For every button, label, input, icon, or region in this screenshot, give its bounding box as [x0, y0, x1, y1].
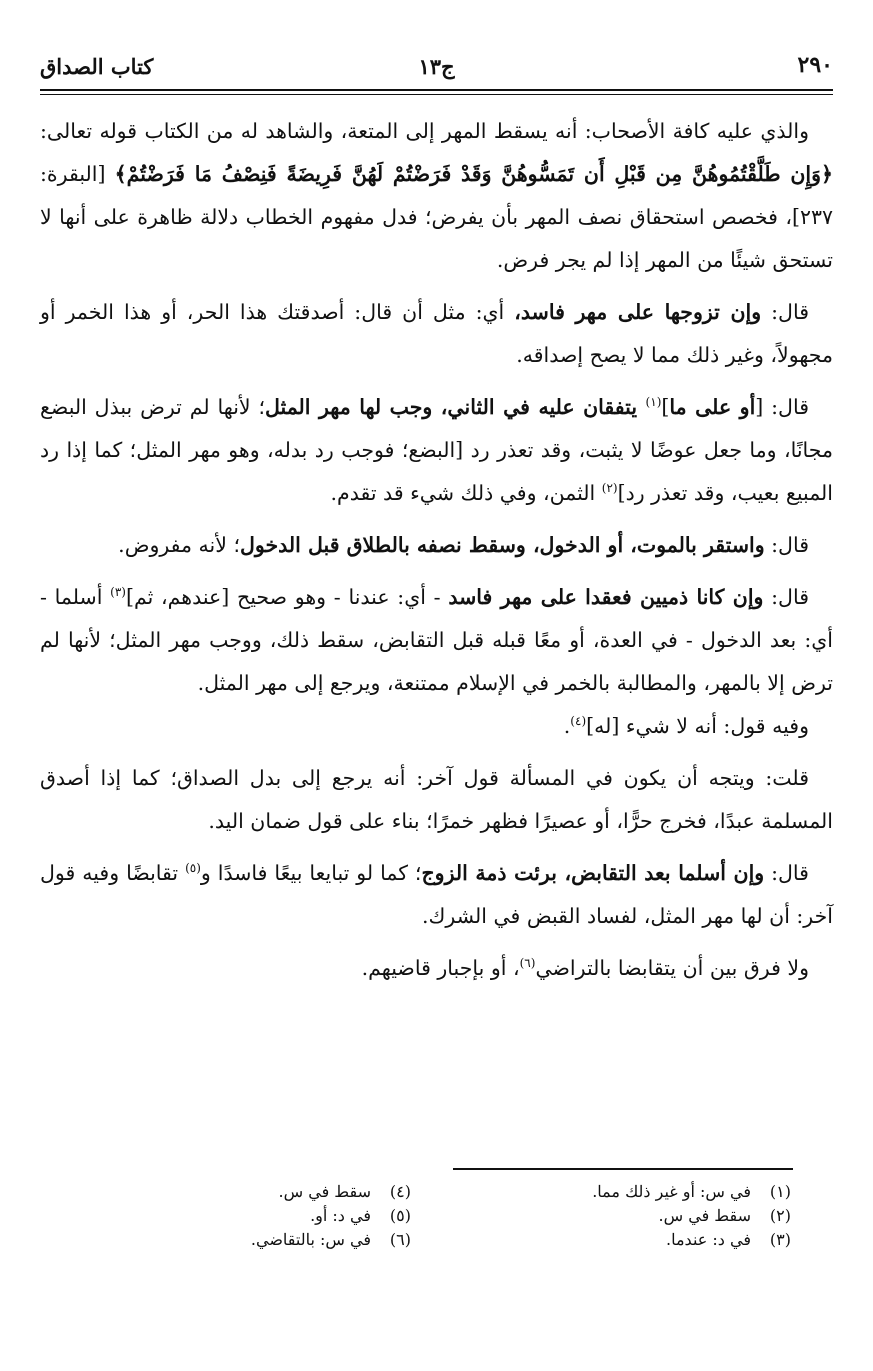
footnote-item: [471, 1180, 791, 1204]
text: أسلما - أي: بعد الدخول - في العدة، أو معًا قبله قبل التقابض، سقط ذلك، ووجب مهر المثل؛ لأنها لم ترض إلا بالمهر، والمطالبة بالخمر في الإسلام ممتنعة، ويرجع إلى مهر المثل.: [40, 585, 834, 695]
footnote-item: [471, 1204, 791, 1228]
text: ؛ لأنها لم ترض ببذل البضع مجانًا، وما جعل عوضًا لا يثبت، وقد تعذر رد [البضع؛ فوجب رد بدله، وهو مهر المثل؛ كما إذا رد المبيع بعيب، وقد تعذر رد]: [40, 395, 833, 505]
matn-text: وإن أسلما بعد التقابض، برئت ذمة الزوج: [421, 861, 765, 885]
footnote-number: (٢): [769, 1206, 791, 1225]
text: ولا فرق بين أن يتقابضا بالتراضي: [535, 956, 809, 980]
footnote-ref[interactable]: (٦): [519, 956, 536, 971]
matn-text: وإن تزوجها على مهر فاسد،: [514, 300, 762, 324]
footnote-number: (٤): [389, 1182, 411, 1201]
book-title: كتاب الصداق: [40, 54, 154, 79]
paragraph-6: [40, 705, 833, 748]
paragraph-4: [40, 524, 833, 567]
matn-text: وإن كانا ذميين فعقدا على مهر فاسد: [448, 585, 764, 609]
text: - أي: عندنا - وهو صحيح [عندهم، ثم]: [125, 585, 449, 609]
volume-label: ج١٣: [418, 54, 455, 79]
footnote-number: (٣): [769, 1230, 791, 1249]
text: والذي عليه كافة الأصحاب: أنه يسقط المهر إلى المتعة، والشاهد له من الكتاب قوله تعالى:: [40, 119, 809, 143]
page-number: ٢٩٠: [797, 52, 833, 78]
text: قال:: [764, 533, 809, 557]
text: ؛ كما لو تبايعا بيعًا فاسدًا و: [200, 861, 422, 885]
text: قال:: [761, 300, 809, 324]
footnote-text: في س: بالتقاضي.: [250, 1230, 371, 1249]
footnote-rule: [453, 1168, 793, 1170]
footnote-item: [91, 1228, 411, 1252]
paragraph-9: [40, 947, 833, 990]
footnote-number: (٦): [389, 1230, 411, 1249]
text: قال:: [763, 585, 809, 609]
paragraph-5: [40, 576, 833, 705]
text: قال:: [764, 861, 809, 885]
footnote-item: [91, 1180, 411, 1204]
text: ]: [661, 395, 670, 419]
matn-text: واستقر بالموت، أو الدخول، وسقط نصفه بالطلاق قبل الدخول: [239, 533, 765, 557]
text: ، أو بإجبار قاضيهم.: [361, 956, 520, 980]
header-rule-thin: [40, 94, 833, 95]
footnote-text: في د: عندما.: [666, 1230, 751, 1249]
running-header: [40, 52, 833, 86]
paragraph-2: [40, 291, 833, 377]
footnote-ref[interactable]: (٢): [601, 481, 618, 496]
text: وفيه قول: أنه لا شيء [له]: [586, 714, 809, 738]
text: تقابضًا وفيه قول آخر: أن لها مهر المثل، لفساد القبض في الشرك.: [40, 861, 833, 928]
text: ؛ لأنه مفروض.: [118, 533, 240, 557]
footnote-item: [91, 1204, 411, 1228]
text: الثمن، وفي ذلك شيء قد تقدم.: [330, 481, 602, 505]
footnote-text: سقط في س.: [278, 1182, 371, 1201]
paragraph-3: [40, 386, 833, 515]
footnote-number: (٥): [389, 1206, 411, 1225]
matn-text: يتفقان عليه في الثاني، وجب لها مهر المثل: [264, 395, 646, 419]
footnote-number: (١): [769, 1182, 791, 1201]
footnote-column-right: [471, 1180, 791, 1252]
text: قلت: ويتجه أن يكون في المسألة قول آخر: أنه يرجع إلى بدل الصداق؛ كما إذا أصدق المسلمة عبدًا، فخرج حرًّا، أو عصيرًا فظهر خمرًا؛ بناء على قول ضمان اليد.: [40, 766, 833, 833]
footnote-ref[interactable]: (٥): [185, 861, 201, 876]
matn-text: أو على ما: [669, 395, 756, 419]
text: .: [563, 714, 571, 738]
footnote-ref[interactable]: (٣): [110, 585, 126, 600]
footnote-column-left: [91, 1180, 411, 1252]
footnote-text: في د: أو.: [310, 1206, 371, 1225]
paragraph-1: [40, 110, 833, 282]
paragraph-8: [40, 852, 833, 938]
footnote-item: [471, 1228, 791, 1252]
footnote-text: سقط في س.: [658, 1206, 751, 1225]
footnote-ref[interactable]: (١): [645, 395, 662, 410]
quran-verse: ﴿وَإِن طَلَّقْتُمُوهُنَّ مِن قَبْلِ أَن تَمَسُّوهُنَّ وَقَدْ فَرَضْتُمْ لَهُنَّ فَرِيضَةً فَنِصْفُ مَا فَرَضْتُمْ﴾: [114, 162, 833, 186]
text: قال: [: [755, 395, 809, 419]
text: [البقرة: ٢٣٧]، فخصص استحقاق نصف المهر بأن يفرض؛ فدل مفهوم الخطاب دلالة ظاهرة على أنها لا تستحق شيئًا من المهر إذا لم يجر فرض.: [40, 162, 833, 272]
main-text: [40, 110, 833, 999]
footnote-text: في س: أو غير ذلك مما.: [592, 1182, 751, 1201]
header-rule: [40, 89, 833, 91]
footnote-ref[interactable]: (٤): [570, 714, 587, 729]
text: أي: مثل أن قال: أصدقتك هذا الحر، أو هذا الخمر أو مجهولاً، وغير ذلك مما لا يصح إصداقه.: [40, 300, 833, 367]
paragraph-7: [40, 757, 833, 843]
